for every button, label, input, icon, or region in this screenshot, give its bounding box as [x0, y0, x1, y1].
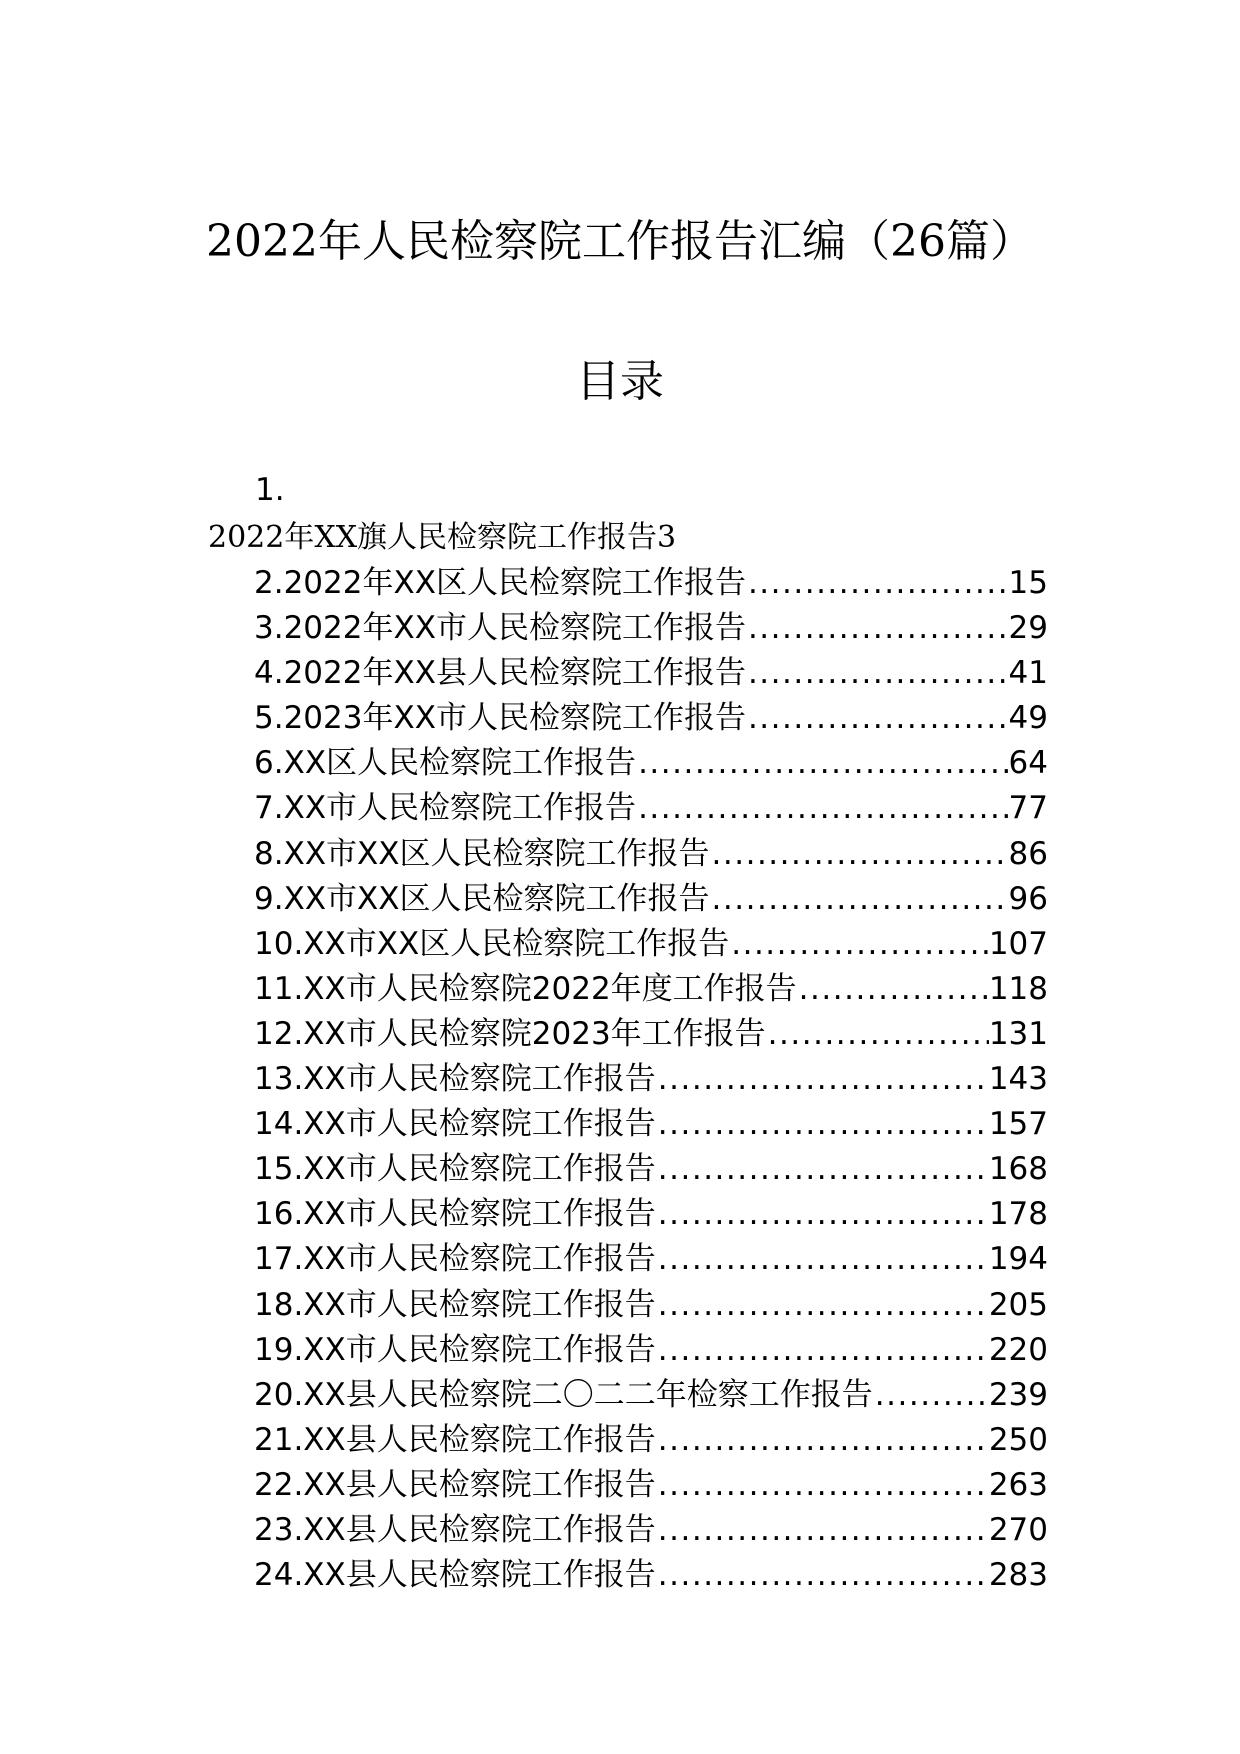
toc-entry[interactable]	[254, 1508, 1048, 1553]
toc-page-number: 263	[988, 1466, 1048, 1503]
toc-entry[interactable]	[254, 967, 1048, 1012]
toc-dot-leader	[656, 1508, 989, 1553]
toc-entry-title: 9.XX市XX区人民检察院工作报告	[254, 880, 710, 917]
toc-page-number: 283	[988, 1557, 1048, 1594]
toc-entry[interactable]	[254, 1192, 1048, 1237]
toc-page-number: 220	[988, 1331, 1048, 1368]
toc-entry-title: 7.XX市人民检察院工作报告	[254, 790, 637, 827]
toc-dot-leader	[729, 922, 989, 967]
toc-entry[interactable]	[254, 877, 1048, 922]
toc-entry-title: 10.XX市XX区人民检察院工作报告	[254, 925, 730, 962]
toc-page-number: 178	[988, 1196, 1048, 1233]
toc-entry[interactable]	[254, 1057, 1048, 1102]
toc-entry[interactable]	[254, 651, 1048, 696]
toc-list	[254, 561, 1048, 1598]
toc-page-number: 157	[988, 1106, 1048, 1143]
toc-dot-leader	[656, 1328, 989, 1373]
toc-page-number: 96	[1008, 880, 1048, 917]
toc-dot-leader	[656, 1418, 989, 1463]
toc-entry-title: 11.XX市人民检察院2022年度工作报告	[254, 970, 797, 1007]
toc-entry-title: 12.XX市人民检察院2023年工作报告	[254, 1015, 766, 1052]
toc-page-number: 194	[988, 1241, 1048, 1278]
toc-entry-title: 18.XX市人民检察院工作报告	[254, 1286, 656, 1323]
toc-page-number: 77	[1008, 790, 1048, 827]
toc-dot-leader	[746, 696, 1009, 741]
toc-entry-title: 3.2022年XX市人民检察院工作报告	[254, 610, 746, 647]
toc-entry-title: 4.2022年XX县人民检察院工作报告	[254, 655, 746, 692]
toc-dot-leader	[766, 1012, 989, 1057]
toc-entry-title: 20.XX县人民检察院二〇二二年检察工作报告	[254, 1376, 873, 1413]
toc-dot-leader	[710, 832, 1009, 877]
toc-entry[interactable]	[254, 832, 1048, 877]
toc-entry[interactable]	[254, 1373, 1048, 1418]
toc-heading: 目录	[576, 356, 664, 407]
toc-dot-leader	[746, 606, 1009, 651]
toc-page-number: 41	[1008, 655, 1048, 692]
toc-entry-title: 16.XX市人民检察院工作报告	[254, 1196, 656, 1233]
toc-dot-leader	[746, 651, 1009, 696]
toc-page-number: 107	[988, 925, 1048, 962]
toc-dot-leader	[797, 967, 989, 1012]
toc-page-number: 118	[988, 970, 1048, 1007]
toc-entry[interactable]	[254, 1012, 1048, 1057]
toc-entry-title: 5.2023年XX市人民检察院工作报告	[254, 700, 746, 737]
toc-page-number: 29	[1008, 610, 1048, 647]
toc-entry-1-number[interactable]: 1.	[255, 472, 285, 508]
toc-entry-title: 21.XX县人民检察院工作报告	[254, 1421, 656, 1458]
toc-dot-leader	[656, 1192, 989, 1237]
toc-page-number: 131	[988, 1015, 1048, 1052]
toc-page-number: 49	[1008, 700, 1048, 737]
toc-entry[interactable]	[254, 922, 1048, 967]
toc-dot-leader	[636, 741, 1008, 786]
toc-dot-leader	[656, 1147, 989, 1192]
toc-entry-title: 14.XX市人民检察院工作报告	[254, 1106, 656, 1143]
toc-entry-title: 24.XX县人民检察院工作报告	[254, 1557, 656, 1594]
toc-dot-leader	[873, 1373, 989, 1418]
toc-page-number: 168	[988, 1151, 1048, 1188]
toc-page-number: 64	[1008, 745, 1048, 782]
toc-dot-leader	[656, 1463, 989, 1508]
toc-page-number: 205	[988, 1286, 1048, 1323]
toc-dot-leader	[656, 1102, 989, 1147]
toc-entry[interactable]	[254, 786, 1048, 831]
toc-page-number: 270	[988, 1511, 1048, 1548]
toc-dot-leader	[656, 1283, 989, 1328]
toc-page-number: 86	[1008, 835, 1048, 872]
toc-entry[interactable]	[254, 1283, 1048, 1328]
toc-entry[interactable]	[254, 696, 1048, 741]
toc-dot-leader	[656, 1057, 989, 1102]
toc-entry-title: 15.XX市人民检察院工作报告	[254, 1151, 656, 1188]
toc-entry[interactable]	[254, 606, 1048, 651]
toc-entry-title: 6.XX区人民检察院工作报告	[254, 745, 637, 782]
toc-entry[interactable]	[254, 1102, 1048, 1147]
toc-entry-title: 22.XX县人民检察院工作报告	[254, 1466, 656, 1503]
toc-page-number: 250	[988, 1421, 1048, 1458]
document-title: 2022年人民检察院工作报告汇编（26篇）	[206, 216, 1034, 267]
toc-entry[interactable]	[254, 1463, 1048, 1508]
toc-entry-title: 13.XX市人民检察院工作报告	[254, 1061, 656, 1098]
toc-entry[interactable]	[254, 741, 1048, 786]
toc-entry-title: 19.XX市人民检察院工作报告	[254, 1331, 656, 1368]
toc-entry[interactable]	[254, 1237, 1048, 1282]
toc-page-number: 15	[1008, 565, 1048, 601]
toc-entry-title: 2.2022年XX区人民检察院工作报告	[254, 565, 746, 601]
toc-entry[interactable]	[254, 1553, 1048, 1598]
toc-entry[interactable]	[254, 561, 1048, 606]
toc-dot-leader	[656, 1553, 989, 1598]
toc-entry-title: 23.XX县人民检察院工作报告	[254, 1511, 656, 1548]
toc-entry[interactable]	[254, 1418, 1048, 1463]
toc-entry[interactable]	[254, 1328, 1048, 1373]
toc-page-number: 143	[988, 1061, 1048, 1098]
toc-entry[interactable]	[254, 1147, 1048, 1192]
toc-dot-leader	[710, 877, 1009, 922]
toc-entry-title: 8.XX市XX区人民检察院工作报告	[254, 835, 710, 872]
toc-dot-leader	[656, 1237, 989, 1282]
toc-entry-1-title[interactable]: 2022年XX旗人民检察院工作报告3	[208, 520, 677, 555]
toc-dot-leader	[636, 786, 1008, 831]
toc-page-number: 239	[988, 1376, 1048, 1413]
toc-dot-leader	[746, 561, 1009, 606]
toc-entry-title: 17.XX市人民检察院工作报告	[254, 1241, 656, 1278]
